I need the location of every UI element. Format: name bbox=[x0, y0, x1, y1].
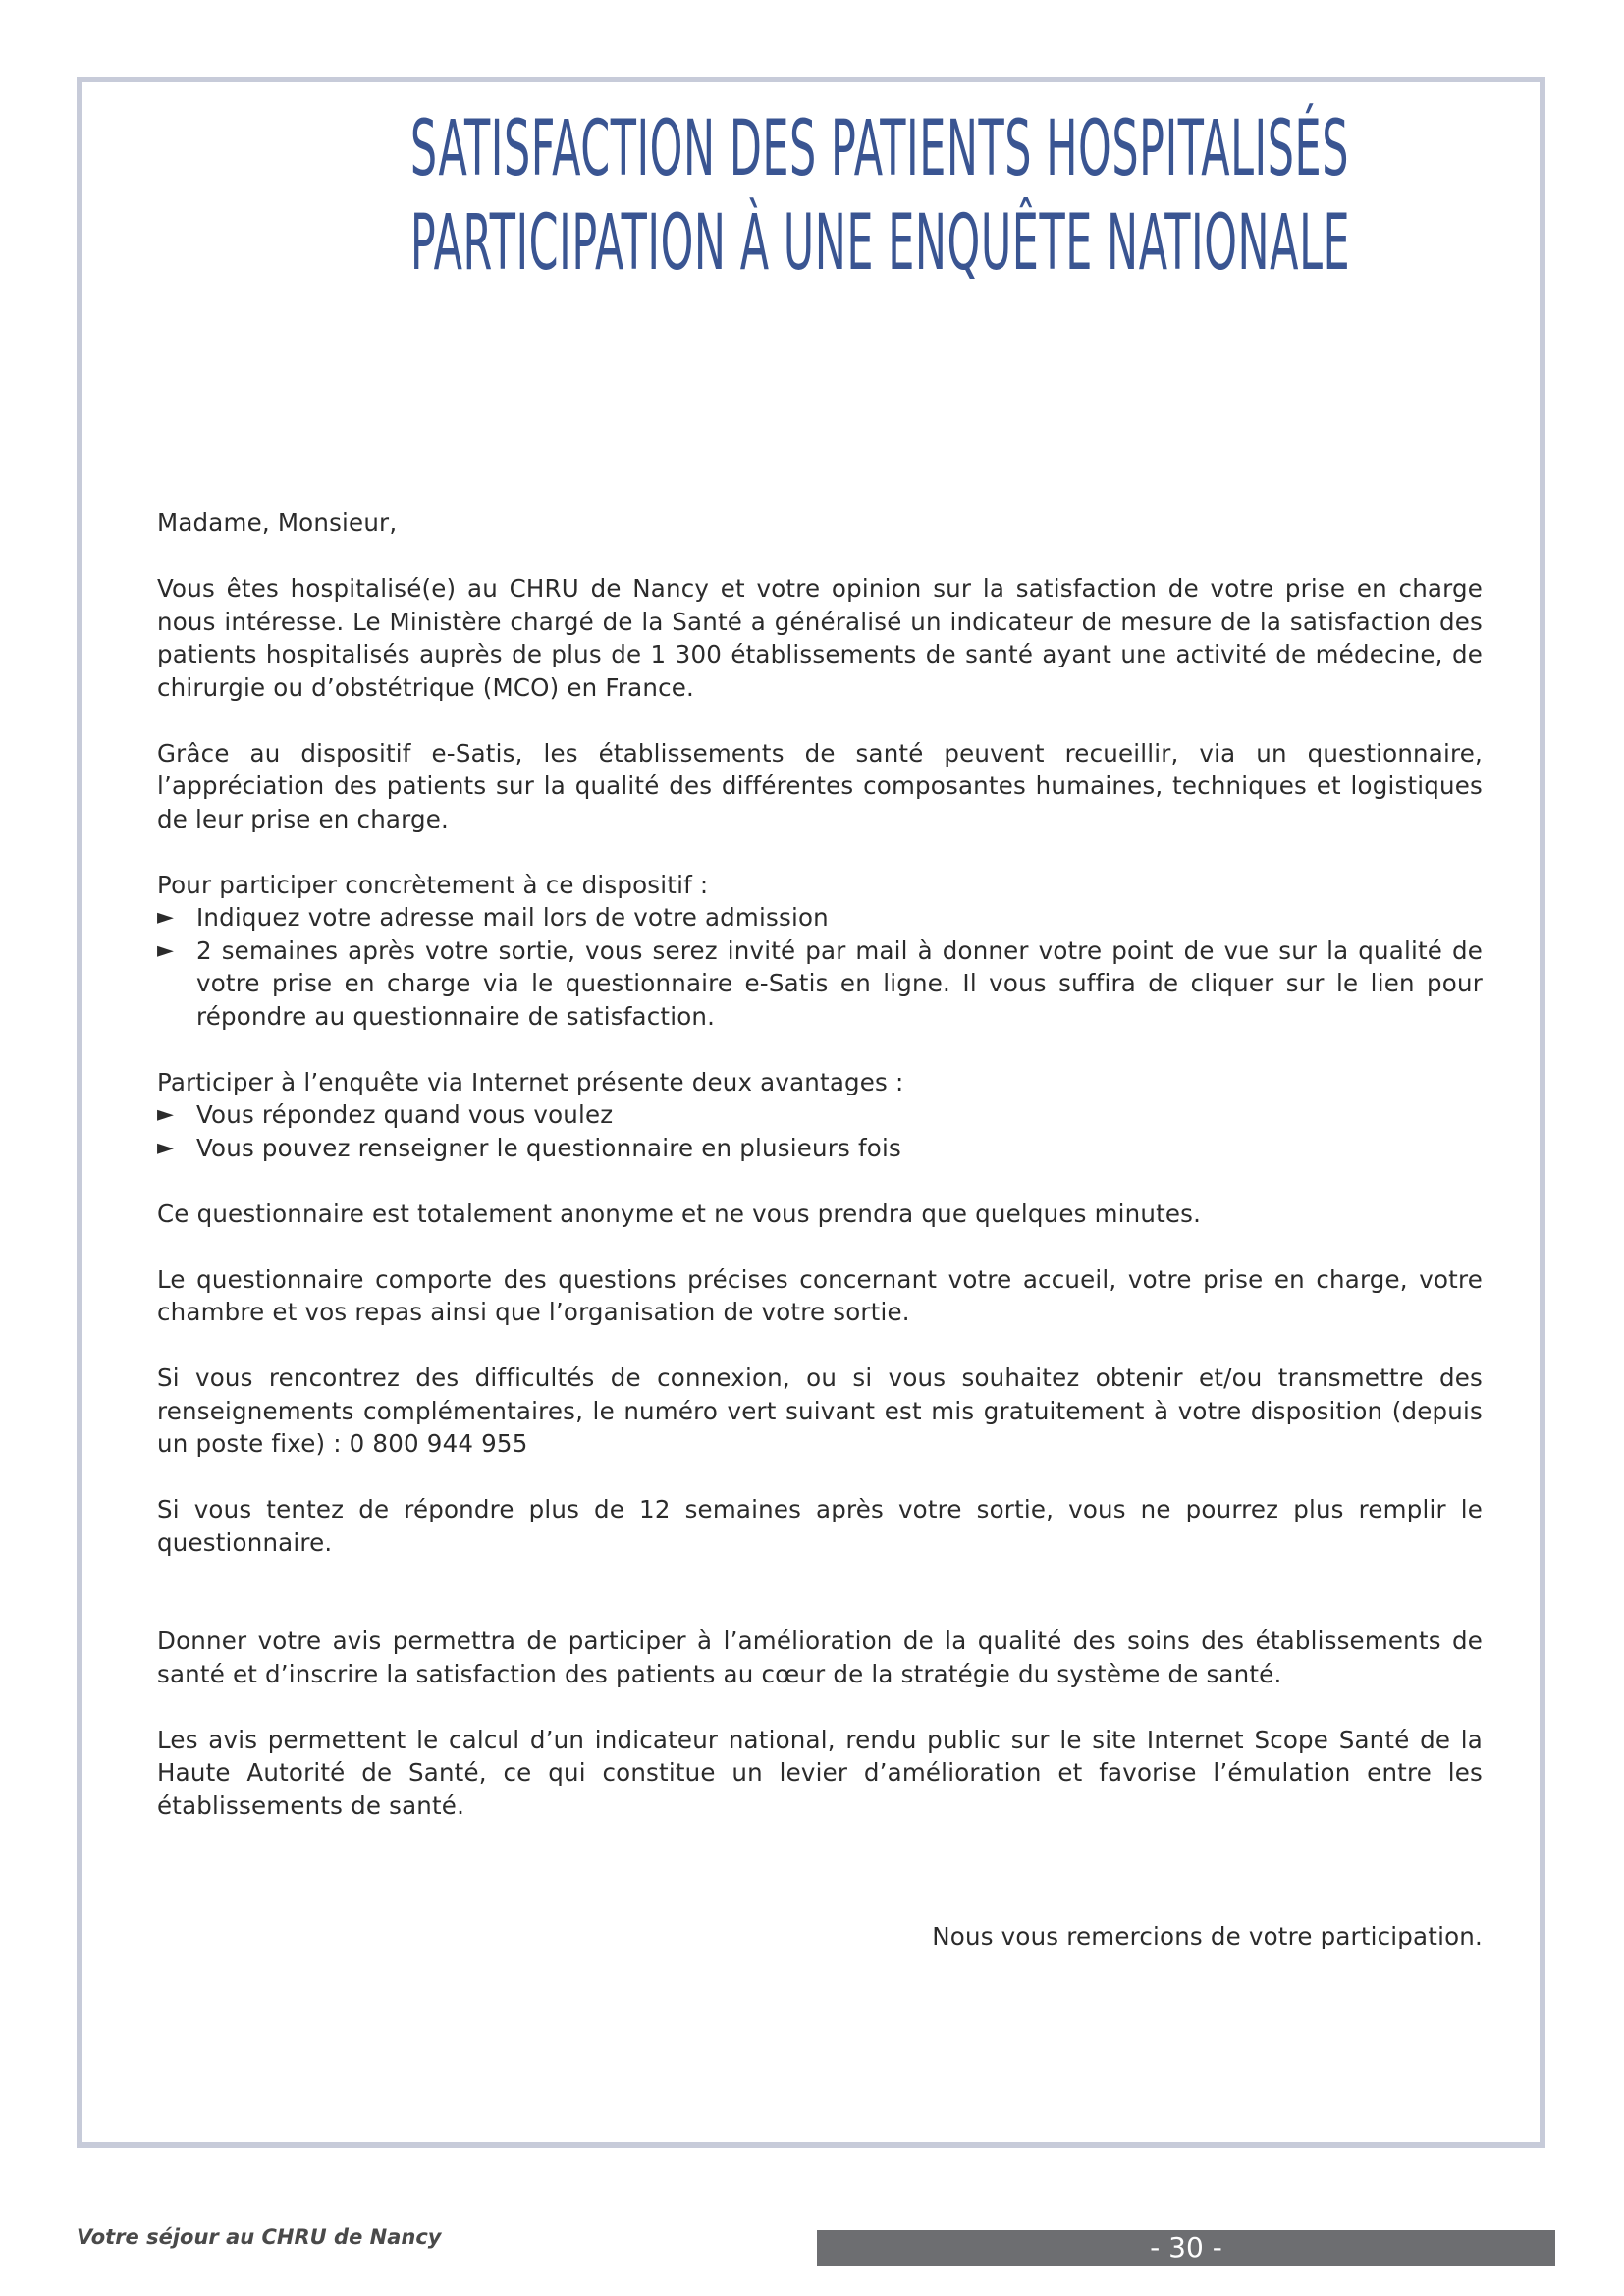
paragraph-anonymous: Ce questionnaire est totalement anonyme et ne vous prendra que quelques minutes. bbox=[157, 1199, 1202, 1228]
salutation: Madame, Monsieur, bbox=[157, 508, 398, 537]
page-title bbox=[82, 102, 1540, 291]
arrow-bullet-icon: ► bbox=[157, 1102, 175, 1127]
paragraph-esatis: Grâce au dispositif e-Satis, les établissements de santé peuvent recueillir, via un questionnaire, l’appréciation des patients sur la qualité des différentes composantes humaines, techniques et logistiques de leur prise en charge. bbox=[157, 738, 1483, 833]
paragraph-deadline: Si vous tentez de répondre plus de 12 semaines après votre sortie, vous ne pourrez plus remplir le questionnaire. bbox=[157, 1495, 1483, 1557]
title-line-1: SATISFACTION DES PATIENTS HOSPITALISÉS bbox=[409, 105, 1349, 193]
paragraph-intro: Vous êtes hospitalisé(e) au CHRU de Nancy et votre opinion sur la satisfaction de votre prise en charge nous intéresse. Le Ministère chargé de la Santé a généralisé un indicateur de mesure de la satisfaction des patients hospitalisés auprès de plus de 1 300 établissements de santé ayant une activité de médecine, de chirurgie ou d’obstétrique (MCO) en France. bbox=[157, 574, 1483, 702]
list-item bbox=[157, 934, 1483, 1034]
advantages-list bbox=[157, 1098, 1483, 1164]
list-item-text: Vous pouvez renseigner le questionnaire en plusieurs fois bbox=[196, 1133, 901, 1162]
list-intro-advantages: Participer à l’enquête via Internet présente deux avantages : bbox=[157, 1067, 904, 1096]
list-item-text: Indiquez votre adresse mail lors de votre admission bbox=[196, 903, 829, 932]
title-line-2: PARTICIPATION À UNE ENQUÊTE NATIONALE bbox=[409, 199, 1351, 288]
footer-document-title: Votre séjour au CHRU de Nancy bbox=[77, 2225, 442, 2249]
paragraph-questions: Le questionnaire comporte des questions précises concernant votre accueil, votre prise en charge, votre chambre et vos repas ainsi que l’organisation de votre sortie. bbox=[157, 1264, 1483, 1326]
letter-body bbox=[157, 507, 1483, 1986]
list-item bbox=[157, 901, 1483, 934]
footer-page-number: - 30 - bbox=[817, 2230, 1555, 2266]
arrow-bullet-icon: ► bbox=[157, 905, 175, 930]
arrow-bullet-icon: ► bbox=[157, 937, 175, 963]
paragraph-improvement: Donner votre avis permettra de participer à l’amélioration de la qualité des soins des établissements de santé et d’inscrire la satisfaction des patients au cœur de la stratégie du système de santé. bbox=[157, 1627, 1483, 1688]
paragraph-support-number: Si vous rencontrez des difficultés de connexion, ou si vous souhaitez obtenir et/ou transmettre des renseignements complémentaires, le numéro vert suivant est mis gratuitement à votre disposition (depuis un poste fixe) : 0 800 944 955 bbox=[157, 1363, 1483, 1458]
list-item bbox=[157, 1132, 1483, 1165]
arrow-bullet-icon: ► bbox=[157, 1135, 175, 1160]
paragraph-indicator: Les avis permettent le calcul d’un indicateur national, rendu public sur le site Internet Scope Santé de la Haute Autorité de Santé, ce qui constitue un levier d’amélioration et favorise l’émulation entre les établissements de santé. bbox=[157, 1725, 1483, 1820]
list-item bbox=[157, 1098, 1483, 1132]
closing-thanks: Nous vous remercions de votre participation. bbox=[932, 1922, 1483, 1950]
list-intro-participation: Pour participer concrètement à ce dispositif : bbox=[157, 870, 709, 899]
list-item-text: 2 semaines après votre sortie, vous serez invité par mail à donner votre point de vue sur la qualité de votre prise en charge via le questionnaire e-Satis en ligne. Il vous suffira de cliquer sur le lien pour répondre au questionnaire de satisfaction. bbox=[196, 935, 1483, 1031]
participation-steps-list bbox=[157, 901, 1483, 1033]
list-item-text: Vous répondez quand vous voulez bbox=[196, 1100, 614, 1129]
